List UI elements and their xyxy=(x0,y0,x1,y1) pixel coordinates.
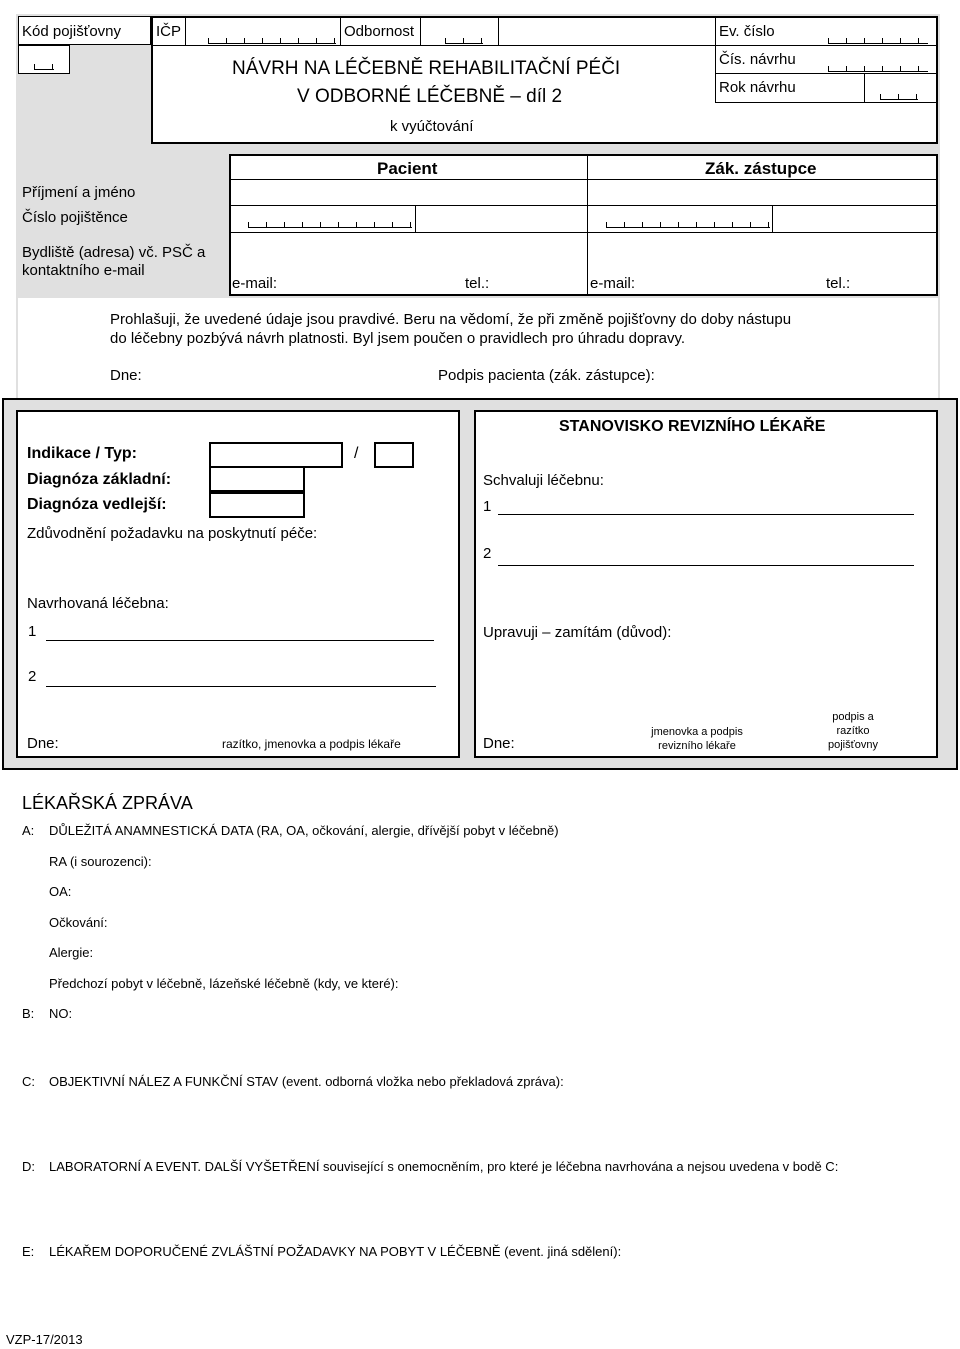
cis-navrhu-ticks xyxy=(828,66,928,72)
schvaluji-1-label: 1 xyxy=(483,498,492,515)
zprava-a-letter: A: xyxy=(22,823,35,838)
cislo-pojistence-label: Číslo pojištěnce xyxy=(22,209,128,226)
zprava-ra[interactable]: RA (i sourozenci): xyxy=(49,854,152,869)
odbornost-label: Odbornost xyxy=(344,23,415,40)
podpis-pojistovny-label-1: podpis a xyxy=(832,711,874,723)
declaration-dne-label: Dne: xyxy=(110,367,142,384)
icp-label: IČP xyxy=(156,23,182,40)
schvaluji-2-label: 2 xyxy=(483,545,492,562)
bydliste-zastupce-field[interactable] xyxy=(589,234,936,272)
declaration-line-2: do léčebny pozbývá návrh platnosti. Byl jsem poučen o pravidlech pro úhradu dopravy. xyxy=(110,330,686,347)
form-title-line2: V ODBORNÉ LÉČEBNĚ – díl 2 xyxy=(297,86,563,107)
kod-pojistovny-label: Kód pojišťovny xyxy=(22,23,122,40)
navrhovana-2-label: 2 xyxy=(28,668,37,685)
zprava-predchozi[interactable]: Předchozí pobyt v léčebně, lázeňské léčebně (kdy, ve které): xyxy=(49,976,399,991)
kod-pojistovny-ticks xyxy=(34,64,54,70)
icp-ticks xyxy=(208,38,336,44)
tel-zastupce-label: tel.: xyxy=(826,275,851,292)
header-box xyxy=(151,16,938,144)
navrhovana-label: Navrhovaná léčebna: xyxy=(27,595,169,612)
zak-zastupce-header: Zák. zástupce xyxy=(705,159,817,178)
podpis-pojistovny-label-3: pojišťovny xyxy=(828,739,878,751)
zprava-title: LÉKAŘSKÁ ZPRÁVA xyxy=(22,793,193,813)
diag-vedlejsi-label: Diagnóza vedlejší: xyxy=(27,496,167,513)
schvaluji-2-line[interactable] xyxy=(498,565,914,566)
navrhovana-2-line[interactable] xyxy=(46,686,436,687)
zprava-b-letter: B: xyxy=(22,1006,35,1021)
typ-field[interactable] xyxy=(374,442,414,468)
k-vyuctovani-label: k vyúčtování xyxy=(390,118,474,135)
podpis-pojistovny-label-2: razítko xyxy=(836,725,870,737)
diag-vedlejsi-field[interactable] xyxy=(209,492,305,518)
rok-navrhu-label: Rok návrhu xyxy=(719,79,796,96)
zprava-oa[interactable]: OA: xyxy=(49,884,72,899)
zprava-c-text[interactable]: OBJEKTIVNÍ NÁLEZ A FUNKČNÍ STAV (event. odborná vložka nebo překladová zpráva): xyxy=(49,1074,564,1089)
bydliste-label-1: Bydliště (adresa) vč. PSČ a xyxy=(22,244,206,261)
cis-navrhu-label: Čís. návrhu xyxy=(719,51,796,68)
zprava-d-letter: D: xyxy=(22,1159,35,1174)
odbornost-ticks xyxy=(445,38,483,44)
navrhovana-1-line[interactable] xyxy=(46,640,434,641)
zprava-ockovani[interactable]: Očkování: xyxy=(49,915,108,930)
revizni-title: STANOVISKO REVIZNÍHO LÉKAŘE xyxy=(559,418,826,435)
form-code: VZP-17/2013 xyxy=(6,1332,83,1347)
jmenovka-label-2: revizního lékaře xyxy=(658,740,736,752)
indication-dne-label: Dne: xyxy=(27,735,59,752)
rok-navrhu-ticks xyxy=(880,94,918,100)
bydliste-label-2: kontaktního e-mail xyxy=(22,262,145,279)
jmenovka-label-1: jmenovka a podpis xyxy=(651,726,743,738)
revizni-dne-label: Dne: xyxy=(483,735,515,752)
zprava-a-text: DŮLEŽITÁ ANAMNESTICKÁ DATA (RA, OA, očkování, alergie, dřívější pobyt v léčebně) xyxy=(49,823,559,838)
bydliste-pacient-field[interactable] xyxy=(231,234,586,272)
cislo-pojistence-zastupce-ticks[interactable] xyxy=(606,222,770,228)
ev-cislo-ticks xyxy=(828,38,928,44)
prijmeni-pacient-field[interactable] xyxy=(231,181,586,205)
declaration-line-1: Prohlašuji, že uvedené údaje jsou pravdivé. Beru na vědomí, že při změně pojišťovny do doby nástupu xyxy=(110,311,792,328)
prijmeni-label: Příjmení a jméno xyxy=(22,184,136,201)
diag-zakladni-field[interactable] xyxy=(209,466,305,492)
indikace-label: Indikace / Typ: xyxy=(27,445,137,462)
zprava-d-text[interactable]: LABORATORNÍ A EVENT. DALŠÍ VYŠETŘENÍ související s onemocněním, pro které je léčebna navrhována a nejsou uvedena v bodě C: xyxy=(49,1159,839,1174)
zduvodneni-label: Zdůvodnění požadavku na poskytnutí péče: xyxy=(27,525,318,542)
form-title-line1: NÁVRH NA LÉČEBNĚ REHABILITAČNÍ PÉČI xyxy=(232,58,621,79)
zprava-e-text[interactable]: LÉKAŘEM DOPORUČENÉ ZVLÁŠTNÍ POŽADAVKY NA POBYT V LÉČEBNĚ (event. jiná sdělení): xyxy=(49,1244,622,1259)
zprava-alergie[interactable]: Alergie: xyxy=(49,945,94,960)
navrhovana-1-label: 1 xyxy=(28,623,37,640)
schvaluji-label: Schvaluji léčebnu: xyxy=(483,472,604,489)
zprava-e-letter: E: xyxy=(22,1244,35,1259)
ev-cislo-label: Ev. číslo xyxy=(719,23,775,40)
diag-zakladni-label: Diagnóza základní: xyxy=(27,471,172,488)
revizni-box xyxy=(474,410,938,758)
schvaluji-1-line[interactable] xyxy=(498,514,914,515)
email-pacient-label: e-mail: xyxy=(232,275,278,292)
tel-pacient-label: tel.: xyxy=(465,275,490,292)
declaration-podpis-label: Podpis pacienta (zák. zástupce): xyxy=(438,367,655,384)
upravuji-label: Upravuji – zamítám (důvod): xyxy=(483,624,672,641)
cislo-pojistence-pacient-ticks[interactable] xyxy=(248,222,412,228)
zprava-b-text[interactable]: NO: xyxy=(49,1006,73,1021)
pacient-header: Pacient xyxy=(377,159,438,178)
zprava-c-letter: C: xyxy=(22,1074,35,1089)
indikace-slash: / xyxy=(354,445,359,462)
razitko-label: razítko, jmenovka a podpis lékaře xyxy=(222,737,401,751)
email-zastupce-label: e-mail: xyxy=(590,275,636,292)
prijmeni-zastupce-field[interactable] xyxy=(589,181,936,205)
indikace-field[interactable] xyxy=(209,442,343,468)
